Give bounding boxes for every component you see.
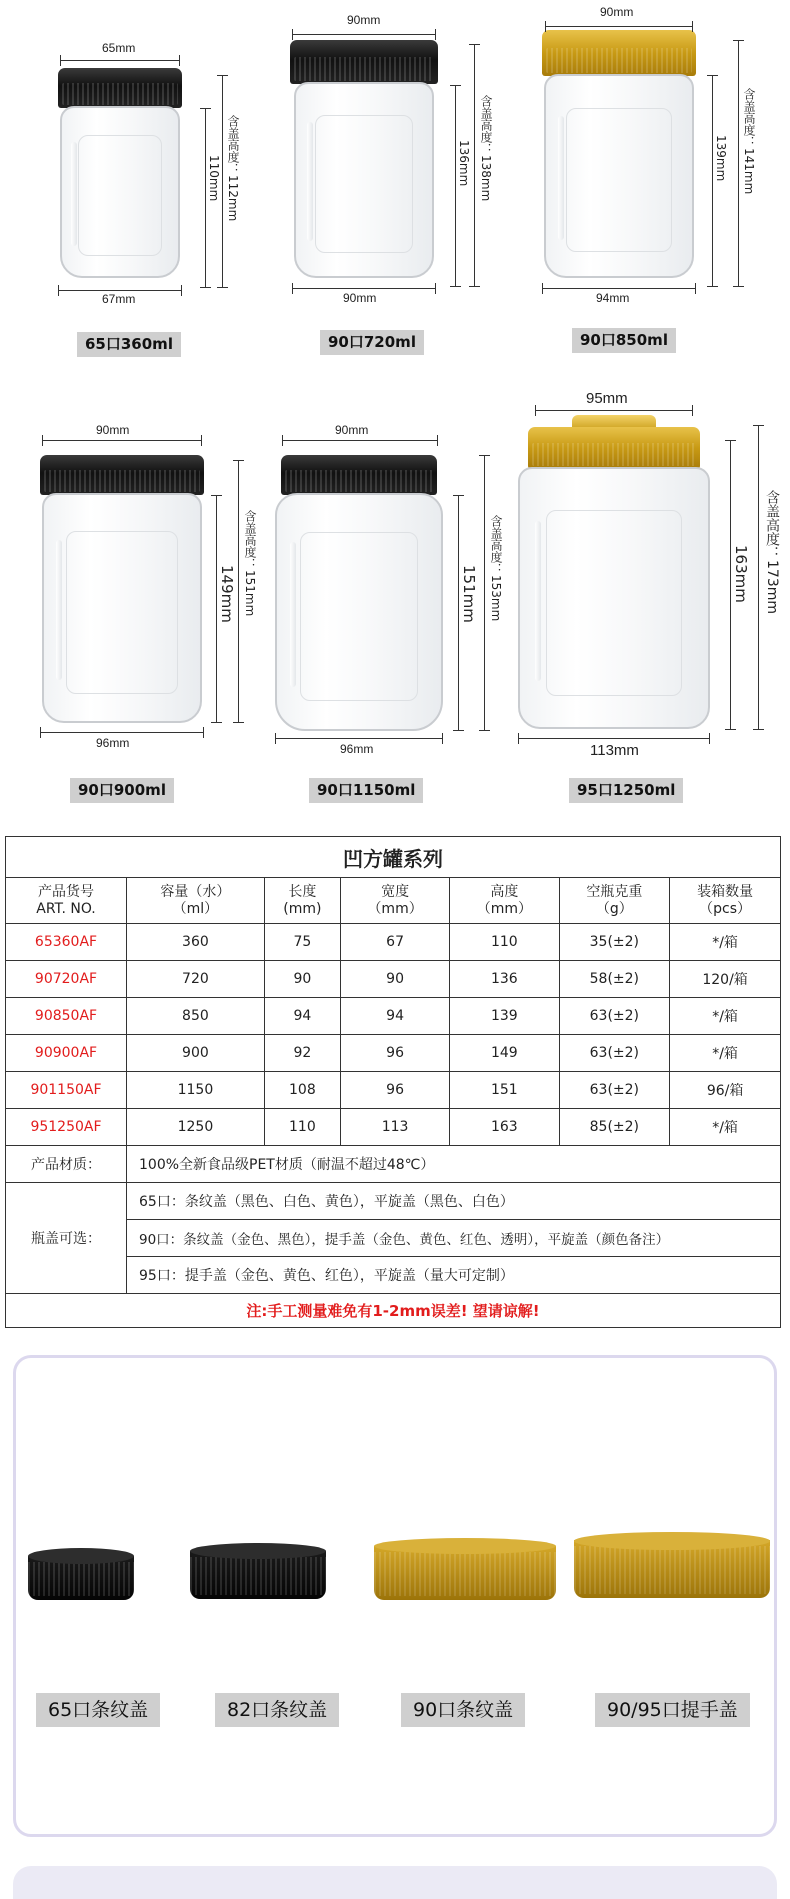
- cell-length: 75: [264, 924, 340, 961]
- top-width-text: 90mm: [347, 13, 381, 27]
- cell-height: 149: [450, 1035, 559, 1072]
- top-width-line: [60, 60, 180, 61]
- cell-capacity: 720: [127, 961, 265, 998]
- height-line: [730, 440, 731, 730]
- bottom-width-text: 94mm: [596, 291, 630, 305]
- cell-width: 96: [340, 1072, 449, 1109]
- top-width-text: 90mm: [600, 5, 634, 19]
- jar-model-label: 90口720ml: [320, 330, 424, 355]
- cell-code: 90900AF: [6, 1035, 127, 1072]
- height-text: 151mm: [460, 565, 478, 623]
- jar-95-1250ml: [518, 415, 710, 731]
- total-height-line: [222, 75, 223, 288]
- height-text: 139mm: [714, 135, 728, 182]
- total-height-line: [484, 455, 485, 731]
- table-row: [6, 1072, 781, 1109]
- height-line: [458, 495, 459, 731]
- cell-height: 163: [450, 1109, 559, 1146]
- top-width-text: 90mm: [96, 423, 130, 437]
- cell-width: 67: [340, 924, 449, 961]
- measurement-note: 注:手工测量难免有1-2mm误差! 望请谅解!: [6, 1294, 781, 1328]
- height-text: 163mm: [732, 545, 750, 603]
- jar-cap: [542, 30, 696, 76]
- header-height: 高度 （mm）: [450, 878, 559, 924]
- cell-code: 90850AF: [6, 998, 127, 1035]
- jar-cap: [281, 455, 437, 495]
- height-line: [205, 108, 206, 288]
- caps-row: [6, 1183, 781, 1220]
- top-width-line: [545, 26, 693, 27]
- caps-option: 65口：条纹盖（黑色、白色、黄色），平旋盖（黑色、白色）: [127, 1183, 781, 1220]
- cell-weight: 58(±2): [559, 961, 670, 998]
- bottom-width-line: [292, 288, 436, 289]
- bottom-width-text: 96mm: [96, 736, 130, 750]
- cell-length: 108: [264, 1072, 340, 1109]
- cell-height: 136: [450, 961, 559, 998]
- jar-65-360ml: [58, 68, 182, 280]
- bottom-width-text: 113mm: [590, 742, 639, 759]
- jar-model-label: 90口1150ml: [309, 778, 423, 803]
- cell-length: 110: [264, 1109, 340, 1146]
- total-height-line: [474, 44, 475, 287]
- header-length: 长度 (mm): [264, 878, 340, 924]
- cell-height: 139: [450, 998, 559, 1035]
- caps-option: 90口：条纹盖（金色、黑色），提手盖（金色、黄色、红色、透明），平旋盖（颜色备注）: [127, 1220, 781, 1257]
- height-text: 149mm: [218, 565, 236, 623]
- lid-65-striped: [28, 1548, 134, 1600]
- header-weight: 空瓶克重 （g）: [559, 878, 670, 924]
- top-width-text: 95mm: [586, 390, 628, 407]
- cell-width: 96: [340, 1035, 449, 1072]
- jar-90-720ml: [290, 40, 438, 280]
- top-width-text: 65mm: [102, 41, 136, 55]
- height-line: [455, 85, 456, 287]
- cell-code: 90720AF: [6, 961, 127, 998]
- cell-qty: */箱: [670, 1035, 781, 1072]
- jar-cap: [58, 68, 182, 108]
- cell-capacity: 1250: [127, 1109, 265, 1146]
- jar-body: [518, 467, 710, 729]
- cell-length: 94: [264, 998, 340, 1035]
- cell-qty: */箱: [670, 924, 781, 961]
- cell-capacity: 900: [127, 1035, 265, 1072]
- cell-length: 92: [264, 1035, 340, 1072]
- table-header-row: [6, 878, 781, 924]
- jar-body: [294, 82, 434, 278]
- bottom-width-text: 96mm: [340, 742, 374, 756]
- bottom-strip: [13, 1866, 777, 1899]
- total-height-text: 含盖高度：153mm: [489, 515, 503, 622]
- caps-option: 95口：提手盖（金色、黄色、红色），平旋盖（量大可定制）: [127, 1257, 781, 1294]
- cell-qty: */箱: [670, 998, 781, 1035]
- total-height-line: [758, 425, 759, 730]
- table-title: 凹方罐系列: [6, 837, 781, 878]
- table-row: [6, 924, 781, 961]
- total-height-text: 含盖高度：173mm: [764, 490, 780, 614]
- top-width-line: [282, 440, 438, 441]
- lid-label: 82口条纹盖: [215, 1693, 339, 1727]
- cell-height: 151: [450, 1072, 559, 1109]
- caps-label: 瓶盖可选：: [6, 1183, 127, 1294]
- table-row: [6, 998, 781, 1035]
- jar-cap: [290, 40, 438, 84]
- jar-cap: [40, 455, 204, 495]
- jar-body: [42, 493, 202, 723]
- cell-weight: 85(±2): [559, 1109, 670, 1146]
- height-line: [712, 75, 713, 287]
- table-row: [6, 961, 781, 998]
- total-height-line: [238, 460, 239, 723]
- jar-90-850ml: [542, 30, 696, 280]
- cell-weight: 35(±2): [559, 924, 670, 961]
- lid-label: 90口条纹盖: [401, 1693, 525, 1727]
- top-width-line: [292, 34, 436, 35]
- material-value: 100%全新食品级PET材质（耐温不超过48℃）: [127, 1146, 781, 1183]
- height-line: [216, 495, 217, 723]
- jar-90-1150ml: [275, 455, 443, 733]
- total-height-text: 含盖高度：151mm: [243, 510, 257, 617]
- jar-diagrams: [0, 0, 790, 830]
- lid-90-striped: [374, 1538, 556, 1600]
- jar-model-label: 90口900ml: [70, 778, 174, 803]
- header-code: 产品货号 ART. NO.: [6, 878, 127, 924]
- header-width: 宽度 （mm）: [340, 878, 449, 924]
- header-capacity: 容量（水） （ml）: [127, 878, 265, 924]
- cell-qty: */箱: [670, 1109, 781, 1146]
- cell-qty: 120/箱: [670, 961, 781, 998]
- bottom-width-line: [275, 738, 443, 739]
- cell-code: 65360AF: [6, 924, 127, 961]
- table-row: [6, 1109, 781, 1146]
- cell-code: 901150AF: [6, 1072, 127, 1109]
- jar-model-label: 90口850ml: [572, 328, 676, 353]
- lid-label: 65口条纹盖: [36, 1693, 160, 1727]
- lid-handle: [574, 1532, 770, 1598]
- jar-cap: [528, 427, 700, 469]
- spec-table: [5, 836, 781, 1328]
- cell-weight: 63(±2): [559, 1072, 670, 1109]
- material-row: [6, 1146, 781, 1183]
- cell-capacity: 1150: [127, 1072, 265, 1109]
- top-width-line: [42, 440, 202, 441]
- bottom-width-text: 67mm: [102, 292, 136, 306]
- jar-90-900ml: [40, 455, 204, 725]
- height-text: 110mm: [207, 155, 221, 202]
- cell-code: 951250AF: [6, 1109, 127, 1146]
- jar-body: [275, 493, 443, 731]
- top-width-line: [535, 410, 693, 411]
- total-height-text: 含盖高度：112mm: [226, 115, 240, 222]
- jar-model-label: 95口1250ml: [569, 778, 683, 803]
- cell-width: 94: [340, 998, 449, 1035]
- cell-qty: 96/箱: [670, 1072, 781, 1109]
- bottom-width-text: 90mm: [343, 291, 377, 305]
- top-width-text: 90mm: [335, 423, 369, 437]
- cell-length: 90: [264, 961, 340, 998]
- height-text: 136mm: [457, 140, 471, 187]
- bottom-width-line: [542, 288, 696, 289]
- table-row: [6, 1035, 781, 1072]
- bottom-width-line: [518, 738, 710, 739]
- cell-width: 113: [340, 1109, 449, 1146]
- total-height-line: [738, 40, 739, 287]
- cell-weight: 63(±2): [559, 998, 670, 1035]
- header-qty: 装箱数量 （pcs）: [670, 878, 781, 924]
- cell-height: 110: [450, 924, 559, 961]
- jar-model-label: 65口360ml: [77, 332, 181, 357]
- cell-width: 90: [340, 961, 449, 998]
- lid-82-striped: [190, 1543, 326, 1599]
- bottom-width-line: [58, 290, 182, 291]
- cell-capacity: 360: [127, 924, 265, 961]
- jar-body: [60, 106, 180, 278]
- material-label: 产品材质：: [6, 1146, 127, 1183]
- jar-body: [544, 74, 694, 278]
- cell-capacity: 850: [127, 998, 265, 1035]
- total-height-text: 含盖高度：138mm: [479, 95, 493, 202]
- lid-label: 90/95口提手盖: [595, 1693, 750, 1727]
- bottom-width-line: [40, 732, 204, 733]
- total-height-text: 含盖高度：141mm: [742, 88, 756, 195]
- cell-weight: 63(±2): [559, 1035, 670, 1072]
